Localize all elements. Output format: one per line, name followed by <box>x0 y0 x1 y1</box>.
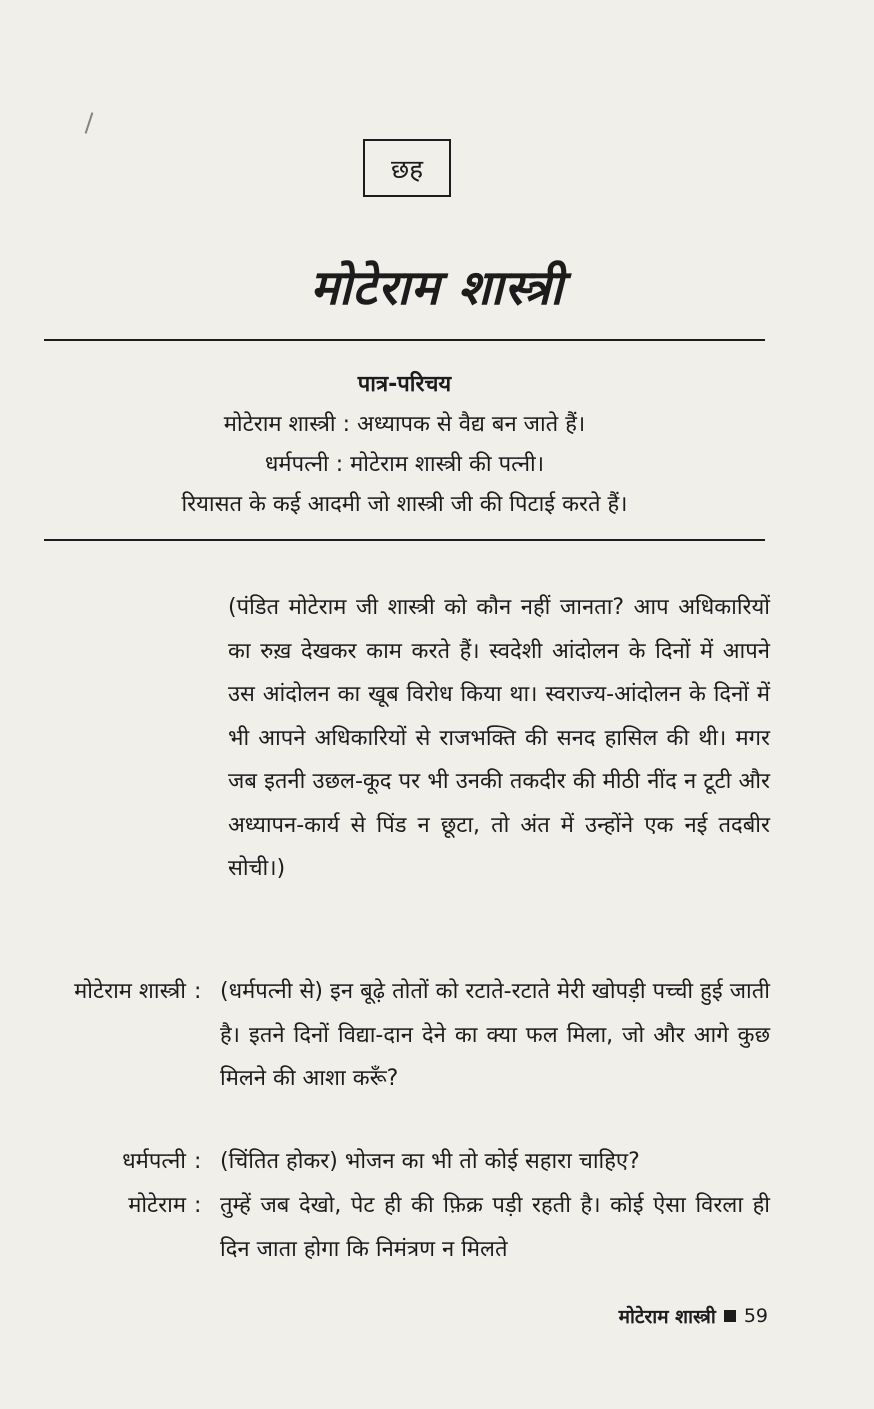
speaker-colon: : <box>194 1193 202 1218</box>
cast-line: रियासत के कई आदमी जो शास्त्री जी की पिटाई करते हैं। <box>181 492 628 517</box>
page-number: 59 <box>743 1305 768 1327</box>
speaker-colon: : <box>194 1149 202 1174</box>
cast-heading: पात्र-परिचय <box>357 372 452 397</box>
chapter-number-box <box>363 139 451 197</box>
dialogue-text: (धर्मपत्नी से) इन बूढ़े तोतों को रटाते-रटाते मेरी खोपड़ी पच्ची हुई जाती है। इतने दिनों विद्या-दान देने का क्या फल मिला, जो और आगे कुछ मिलने की आशा करूँ? <box>220 979 770 1091</box>
cast-line: मोटेराम शास्त्री : अध्यापक से वैद्य बन जाते हैं। <box>223 412 586 437</box>
speaker-colon: : <box>194 979 202 1004</box>
chapter-title: मोटेराम शास्त्री <box>310 260 564 316</box>
dialogue-text: (चिंतित होकर) भोजन का भी तो कोई सहारा चाहिए? <box>220 1149 640 1174</box>
stage-direction: (पंडित मोटेराम जी शास्त्री को कौन नहीं जानता? आप अधिकारियों का रुख़ देखकर काम करते हैं। स्वदेशी आंदोलन के दिनों में आपने उस आंदोलन का खूब विरोध किया था। स्वराज्य-आंदोलन के दिनों में भी आपने अधिकारियों से राजभक्ति की सनद हासिल की थी। मगर जब इतनी उछल-कूद पर भी उनकी तकदीर की मीठी नींद न टूटी और अध्यापन-कार्य से पिंड न छूटा, तो अंत में उन्होंने एक नई तदबीर सोची।) <box>228 595 770 881</box>
dialogue-line <box>14 1140 770 1184</box>
speaker-name: मोटेराम <box>128 1193 186 1218</box>
bottom-divider <box>44 539 765 541</box>
cast-list <box>44 365 765 525</box>
speaker-name: धर्मपत्नी <box>122 1149 186 1174</box>
dialogue-line <box>14 970 770 1101</box>
page-footer <box>619 1303 768 1329</box>
pencil-mark <box>85 112 94 134</box>
top-divider <box>44 339 765 341</box>
dialogue-text: तुम्हें जब देखो, पेट ही की फ़िक्र पड़ी रहती है। कोई ऐसा विरला ही दिन जाता होगा कि निमंत्रण न मिलते <box>220 1193 770 1262</box>
square-bullet-icon <box>724 1310 736 1322</box>
footer-title: मोटेराम शास्त्री <box>618 1306 716 1328</box>
speaker-name: मोटेराम शास्त्री <box>74 979 186 1004</box>
cast-line: धर्मपत्नी : मोटेराम शास्त्री की पत्नी। <box>264 452 545 477</box>
chapter-number: छह <box>390 155 424 185</box>
dialogue-line <box>14 1184 770 1271</box>
